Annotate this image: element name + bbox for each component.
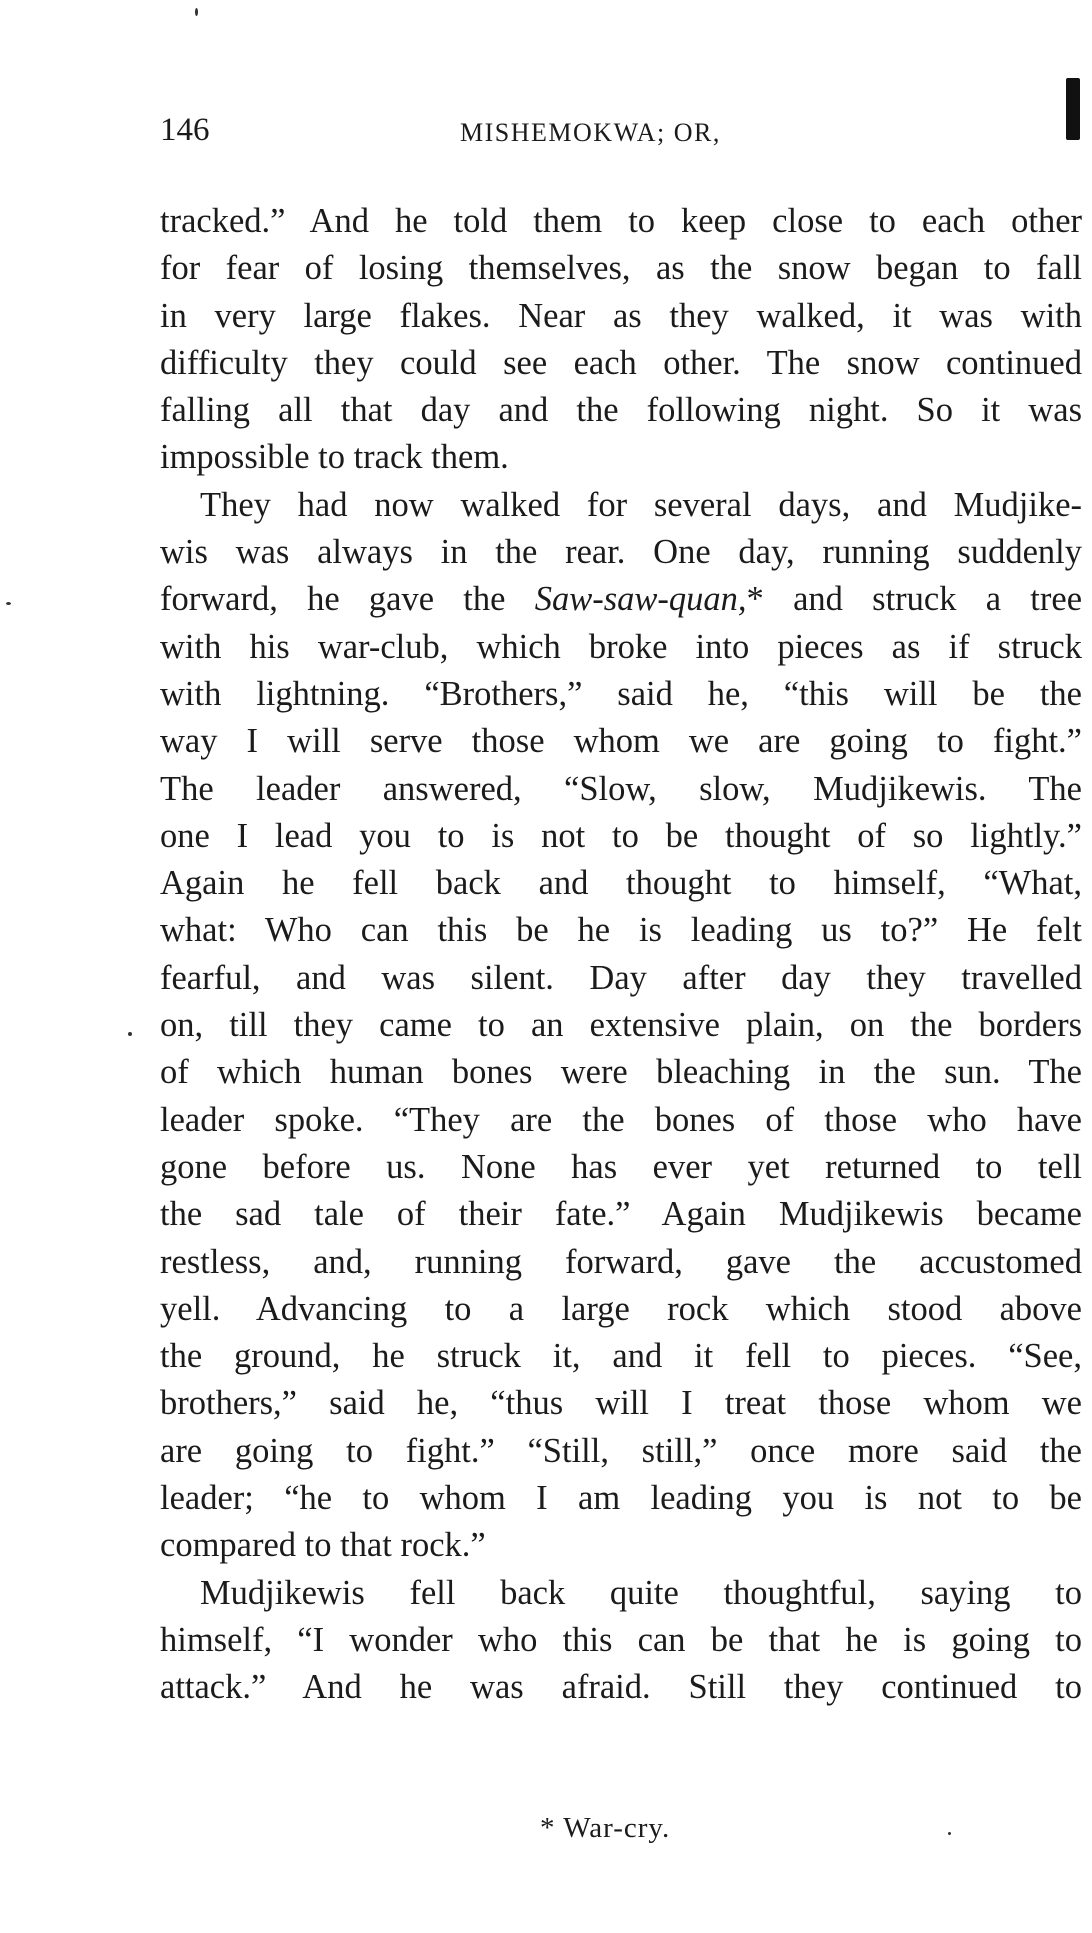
- ink-speck: [6, 602, 11, 605]
- text-line: himself, “I wonder who this can be that he is going to: [160, 1620, 1082, 1659]
- text-line: the ground, he struck it, and it fell to pieces. “See,: [160, 1337, 1082, 1376]
- text-line: wis was always in the rear. One day, running suddenly: [160, 533, 1082, 572]
- running-title: MISHEMOKWA; OR,: [460, 118, 721, 147]
- text-line: fearful, and was silent. Day after day they travelled: [160, 958, 1082, 997]
- ink-speck: [948, 1832, 951, 1835]
- ink-speck: [128, 1032, 132, 1036]
- paragraph-2: [160, 482, 1082, 1570]
- paragraph-1: [160, 198, 1082, 482]
- text-line: what: Who can this be he is leading us to?” He felt: [160, 911, 1082, 950]
- text-line: restless, and, running forward, gave the accustomed: [160, 1242, 1082, 1281]
- text-line: gone before us. None has ever yet returned to tell: [160, 1147, 1082, 1186]
- text-line: are going to fight.” “Still, still,” once more said the: [160, 1431, 1082, 1470]
- italic-word: Saw-saw-quan,: [534, 580, 747, 619]
- text-line: in very large flakes. Near as they walked, it was with: [160, 296, 1082, 335]
- text-line: leader; “he to whom I am leading you is not to be: [160, 1479, 1082, 1518]
- text-line: falling all that day and the following night. So it was: [160, 391, 1082, 430]
- text-line: impossible to track them.: [160, 438, 509, 477]
- text-line: Mudjikewis fell back quite thoughtful, saying to: [200, 1573, 1082, 1612]
- running-head: [160, 112, 1080, 162]
- text-line: difficulty they could see each other. The snow continued: [160, 343, 1082, 382]
- text-line: for fear of losing themselves, as the snow began to fall: [160, 249, 1082, 288]
- text-line: forward, he gave the Saw-saw-quan,* and struck a tree: [160, 580, 1083, 619]
- text-line: brothers,” said he, “thus will I treat those whom we: [160, 1384, 1082, 1423]
- body-text: [160, 198, 1082, 1712]
- text-line: tracked.” And he told them to keep close to each other: [160, 202, 1082, 240]
- text-line: They had now walked for several days, and Mudjike-: [200, 485, 1082, 524]
- page-number: 146: [160, 112, 210, 148]
- page-edge-mark: [1066, 78, 1080, 140]
- text-line: yell. Advancing to a large rock which stood above: [160, 1289, 1082, 1328]
- text-line: the sad tale of their fate.” Again Mudjikewis became: [160, 1195, 1082, 1234]
- text-line: leader spoke. “They are the bones of those who have: [160, 1100, 1082, 1139]
- text-line: The leader answered, “Slow, slow, Mudjikewis. The: [160, 769, 1082, 808]
- text-line: with lightning. “Brothers,” said he, “this will be the: [160, 674, 1082, 713]
- text-line: with his war-club, which broke into pieces as if struck: [160, 627, 1082, 666]
- book-page: [160, 0, 1083, 1933]
- paragraph-3: [160, 1570, 1082, 1712]
- text-line: on, till they came to an extensive plain, on the borders: [160, 1006, 1082, 1045]
- text-line: Again he fell back and thought to himself, “What,: [160, 864, 1082, 903]
- text-line: one I lead you to is not to be thought of so lightly.”: [160, 816, 1082, 855]
- text-line: way I will serve those whom we are going to fight.”: [160, 722, 1082, 761]
- text-line: of which human bones were bleaching in the sun. The: [160, 1053, 1082, 1092]
- text-line: attack.” And he was afraid. Still they continued to: [160, 1668, 1082, 1707]
- text-line: compared to that rock.”: [160, 1526, 486, 1565]
- footnote: * War-cry.: [540, 1812, 671, 1844]
- ink-speck: [195, 8, 198, 16]
